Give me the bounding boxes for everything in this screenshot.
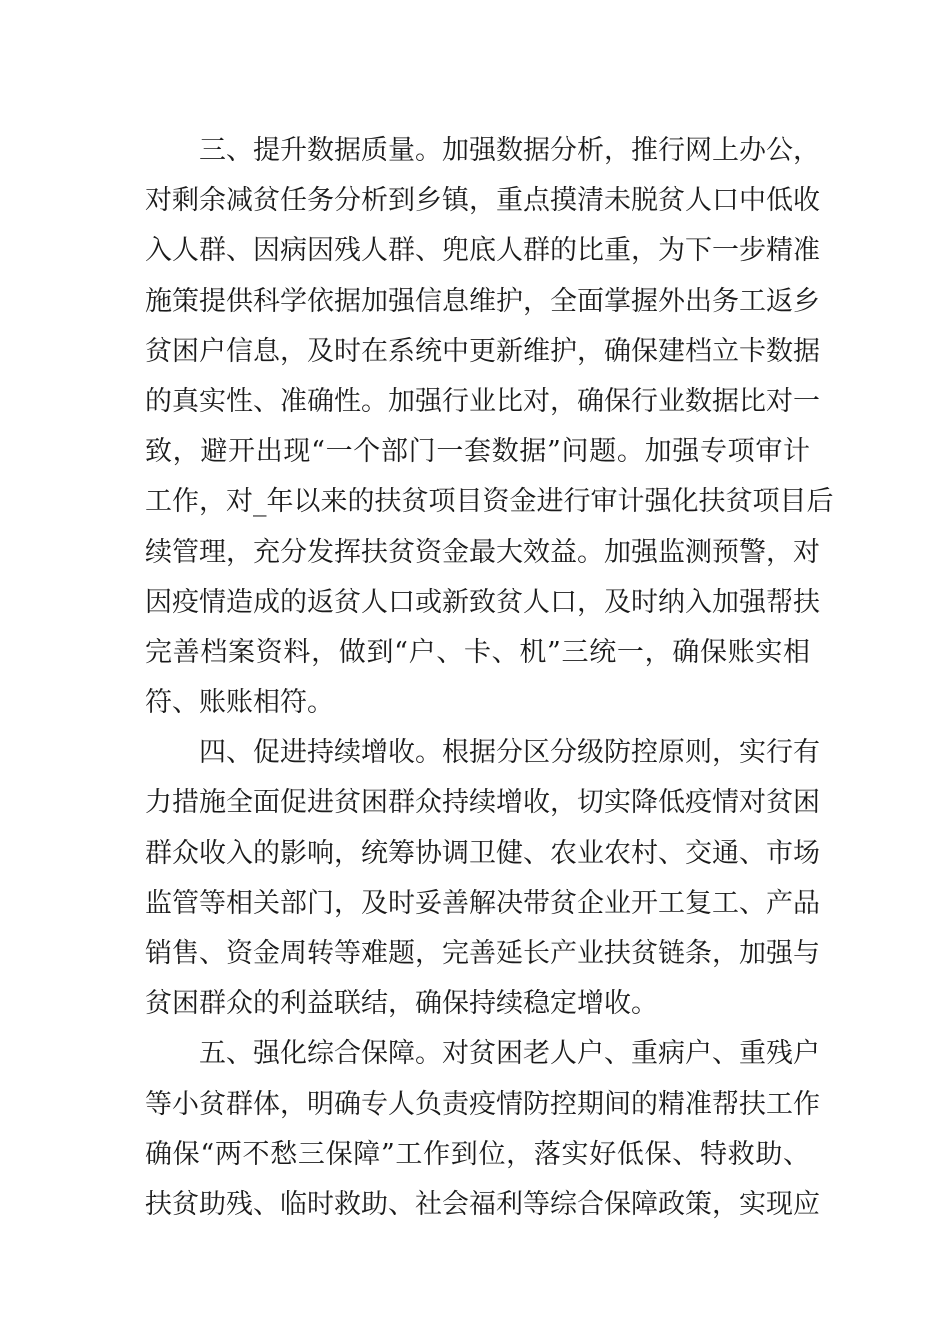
text-line: 群众收入的影响，统筹协调卫健、农业农村、交通、市场 (145, 837, 820, 869)
text-line: 确保“两不愁三保障”工作到位，落实好低保、特救助、 (145, 1138, 810, 1170)
text-line: 入人群、因病因残人群、兜底人群的比重，为下一步精准 (145, 235, 820, 267)
text-line: 工作，对_年以来的扶贫项目资金进行审计强化扶贫项目后 (145, 486, 834, 518)
text-line: 力措施全面促进贫困群众持续增收，切实降低疫情对贫困 (145, 787, 820, 819)
text-line: 续管理，充分发挥扶贫资金最大效益。加强监测预警，对 (145, 536, 820, 568)
text-line: 等小贫群体，明确专人负责疫情防控期间的精准帮扶工作 (145, 1088, 820, 1120)
text-line: 完善档案资料，做到“户、卡、机”三统一，确保账实相 (145, 636, 810, 668)
text-line: 五、强化综合保障。对贫困老人户、重病户、重残户 (199, 1038, 820, 1070)
text-line: 符、账账相符。 (145, 687, 334, 719)
text-line: 四、促进持续增收。根据分区分级防控原则，实行有 (199, 737, 820, 769)
text-line: 监管等相关部门，及时妥善解决带贫企业开工复工、产品 (145, 887, 820, 919)
text-line: 致，避开出现“一个部门一套数据”问题。加强专项审计 (145, 436, 810, 468)
text-line: 对剩余减贫任务分析到乡镇，重点摸清未脱贫人口中低收 (145, 185, 820, 217)
text-line: 贫困户信息，及时在系统中更新维护，确保建档立卡数据 (145, 335, 820, 367)
text-line: 因疫情造成的返贫人口或新致贫人口，及时纳入加强帮扶 (145, 586, 820, 618)
document-body (145, 126, 834, 1230)
text-line: 施策提供科学依据加强信息维护，全面掌握外出务工返乡 (145, 285, 820, 317)
text-line: 的真实性、准确性。加强行业比对，确保行业数据比对一 (145, 385, 820, 417)
text-line: 销售、资金周转等难题，完善延长产业扶贫链条，加强与 (145, 938, 820, 969)
text-line: 扶贫助残、临时救助、社会福利等综合保障政策，实现应 (145, 1188, 820, 1220)
text-line: 贫困群众的利益联结，确保持续稳定增收。 (145, 988, 658, 1020)
text-line: 三、提升数据质量。加强数据分析，推行网上办公， (199, 135, 820, 166)
